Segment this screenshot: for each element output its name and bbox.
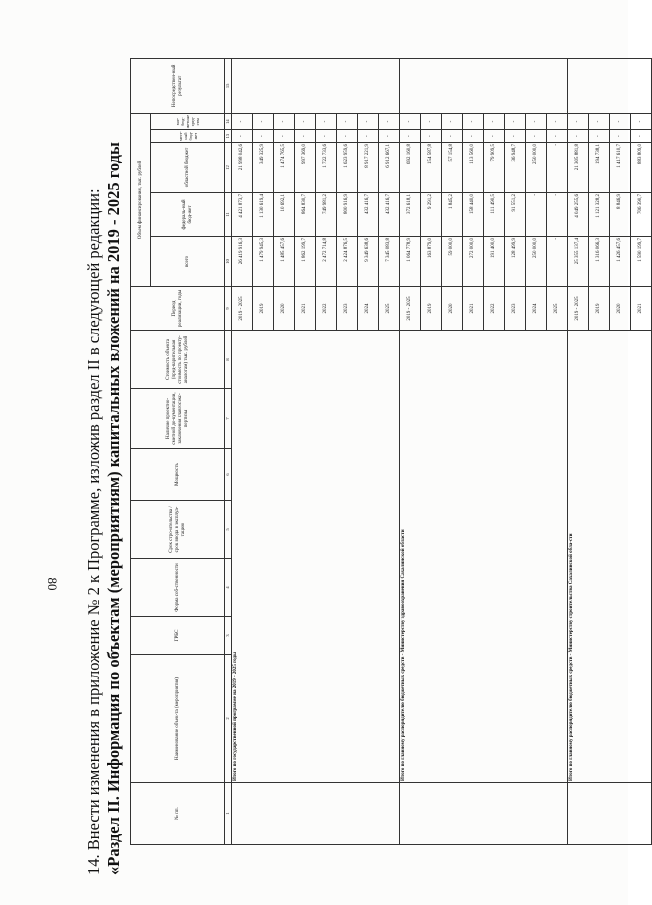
result-cell	[400, 58, 568, 113]
header-total: всего	[151, 237, 225, 287]
capital-investment-table	[130, 58, 652, 845]
regional-cell: 883 809,0	[631, 143, 652, 193]
local-cell: -	[589, 130, 610, 143]
period-cell: 2019 - 2025	[232, 287, 253, 331]
table-row	[232, 58, 253, 844]
regional-cell: 692 160,8	[400, 143, 421, 193]
group-label: Итого по главному распорядителю бюджетных средств - Министерству здравоохранения Сахалинской области	[400, 331, 568, 783]
regional-cell: 194 738,1	[589, 143, 610, 193]
local-cell: -	[358, 130, 379, 143]
table-row	[568, 58, 589, 844]
period-cell: 2019	[589, 287, 610, 331]
extra-cell: -	[232, 113, 253, 129]
header-funding-group: Объем финансирования, тыс. рублей	[131, 113, 151, 286]
regional-cell: 57 154,8	[442, 143, 463, 193]
period-cell: 2023	[505, 287, 526, 331]
local-cell: -	[253, 130, 274, 143]
extra-cell: -	[547, 113, 568, 129]
local-cell: -	[484, 130, 505, 143]
regional-cell: 349 325,9	[253, 143, 274, 193]
column-number-cell: 15	[225, 58, 232, 113]
document-page: 80 14. Внести изменения в приложение № 2 к Программе, изложив раздел II в следующей редакции: «Раздел II. Информация по объектам (мероприятиям) капитальных вложений на 2019 - 2025 годы № пп. Наименование объек-та (мероприятия) ГРБС Форма соб-ственности Срок стро-ительства / срок ввода в эксплуа-тацию Мощность Наличие проектно-сметной до-кументации, заключения главгосэкс-пертизы Стоимость объекта (пред-варительная стоимость по проекту-аналогам) тыс. рублей Период реализации, годы Объем финансирования, тыс. рублей Непосредствен-ный результат всего федераль-ный бюд-жет областной бюджет мест-ный бюд-жет вне-бюд-жетные сред-ства 1 2 3 4 5 6 7 8 9 10 11 12 13 14 15 Итого по государственной программе на 2019 - 2025 годы 2019 - 2025 26 419 916,3 4 421 873,7 21 998 042,6 - - 2019 1 479 945,3 1 130 619,4 349 325,9 - - 2020 1 485 457,6 10 692,1 1 474 765,5 - - 2021 1 862 199,7 864 830,7 997 369,0 - - 2022 2 472 714,8 749 981,2 1 722 733,6 - - 2023 2 424 876,5 800 916,9 1 623 959,6 - - 2024 9 349 638,6 432 416,7 8 917 221,9 - - 2025 7 345 083,8 432 416,7 6 912 667,1 - - Итого по главному распорядителю бюджетных средств - Министерству здравоохранения Сахалинской области 2019 - 2025 1 064 778,9 372 618,1 692 160,8 - - 2019 163 879,0 9 291,2 154 587,8 - - 2020 59 000,0 1 845,2 57 154,8 - - 2021 272 000,0 158 440,0 113 560,0 - - 2022 191 400,0 111 490,5 79 909,5 - - 2023 128 499,9 91 551,2 36 948,7 - - 2024 250 000,0 - 250 000,0 - - 2025 - - - - - Итого по главному распорядителю бюджетных средств - Министерству строительства Сахалинской обла-сти 2019 - 2025 25 355 137,4 4 049 255,6 21 305 881,8 - - 2019 1 316 066,3 1 121 328,2 194 738,1 - - 2020 1 426 457,6 8 846,9 1 417 610,7 - - 2021 1 590 199,7 706 390,7 883 809,0 - -	[0, 0, 628, 905]
federal-cell: 749 981,2	[316, 193, 337, 237]
total-cell: 9 349 638,6	[358, 237, 379, 287]
period-cell: 2019	[421, 287, 442, 331]
regional-cell: 250 000,0	[526, 143, 547, 193]
federal-cell: 158 440,0	[463, 193, 484, 237]
total-cell: 191 400,0	[484, 237, 505, 287]
extra-cell: -	[568, 113, 589, 129]
federal-cell: 864 830,7	[295, 193, 316, 237]
regional-cell: 1 623 959,6	[337, 143, 358, 193]
header-construction-term: Срок стро-ительства / срок ввода в эксплуа-тацию	[131, 501, 225, 559]
group-label: Итого по государственной программе на 2019 - 2025 годы	[232, 331, 400, 783]
federal-cell: 10 692,1	[274, 193, 295, 237]
row-number-cell	[232, 783, 400, 845]
total-cell: 163 879,0	[421, 237, 442, 287]
federal-cell: 372 618,1	[400, 193, 421, 237]
total-cell: 1 426 457,6	[610, 237, 631, 287]
column-number-cell: 1	[225, 783, 232, 845]
header-number: № пп.	[131, 783, 225, 845]
local-cell: -	[400, 130, 421, 143]
total-cell: 7 345 083,8	[379, 237, 400, 287]
local-cell: -	[526, 130, 547, 143]
local-cell: -	[316, 130, 337, 143]
extra-cell: -	[316, 113, 337, 129]
regional-cell: -	[547, 143, 568, 193]
column-number-cell: 8	[225, 331, 232, 389]
column-number-cell: 3	[225, 617, 232, 655]
total-cell: 1 316 066,3	[589, 237, 610, 287]
total-cell: 2 424 876,5	[337, 237, 358, 287]
federal-cell: 111 490,5	[484, 193, 505, 237]
regional-cell: 8 917 221,9	[358, 143, 379, 193]
federal-cell: 706 390,7	[631, 193, 652, 237]
period-cell: 2019	[253, 287, 274, 331]
regional-cell: 1 417 610,7	[610, 143, 631, 193]
row-number-cell	[568, 783, 652, 845]
federal-cell: -	[526, 193, 547, 237]
regional-cell: 1 474 765,5	[274, 143, 295, 193]
federal-cell: 8 846,9	[610, 193, 631, 237]
header-capacity: Мощность	[131, 449, 225, 501]
period-cell: 2020	[610, 287, 631, 331]
period-cell: 2022	[316, 287, 337, 331]
federal-cell: 432 416,7	[358, 193, 379, 237]
federal-cell: 800 916,9	[337, 193, 358, 237]
column-number-cell: 13	[225, 130, 232, 143]
period-cell: 2025	[547, 287, 568, 331]
local-cell: -	[547, 130, 568, 143]
extra-cell: -	[253, 113, 274, 129]
extra-cell: -	[610, 113, 631, 129]
local-cell: -	[295, 130, 316, 143]
header-local: мест-ный бюд-жет	[151, 130, 225, 143]
column-number-cell: 12	[225, 143, 232, 193]
local-cell: -	[463, 130, 484, 143]
period-cell: 2021	[631, 287, 652, 331]
result-cell	[568, 58, 652, 113]
header-ownership: Форма соб-ственности	[131, 559, 225, 617]
column-numbers-row	[225, 58, 232, 844]
column-number-cell: 10	[225, 237, 232, 287]
intro-text: 14. Внести изменения в приложение № 2 к Программе, изложив раздел II в следующей редакции:	[84, 188, 103, 875]
extra-cell: -	[631, 113, 652, 129]
extra-cell: -	[421, 113, 442, 129]
section-title: «Раздел II. Информация по объектам (мероприятиям) капитальных вложений на 2019 - 2025 годы	[104, 142, 123, 875]
regional-cell: 113 560,0	[463, 143, 484, 193]
federal-cell: 1 130 619,4	[253, 193, 274, 237]
regional-cell: 79 909,5	[484, 143, 505, 193]
header-extrabudget: вне-бюд-жетные сред-ства	[151, 113, 225, 129]
total-cell: 1 485 457,6	[274, 237, 295, 287]
local-cell: -	[631, 130, 652, 143]
federal-cell: 4 049 255,6	[568, 193, 589, 237]
total-cell: 59 000,0	[442, 237, 463, 287]
period-cell: 2020	[442, 287, 463, 331]
header-federal: федераль-ный бюд-жет	[151, 193, 225, 237]
extra-cell: -	[358, 113, 379, 129]
extra-cell: -	[379, 113, 400, 129]
row-number-cell	[400, 783, 568, 845]
total-cell: 25 355 137,4	[568, 237, 589, 287]
extra-cell: -	[400, 113, 421, 129]
regional-cell: 154 587,8	[421, 143, 442, 193]
header-design-docs: Наличие проектно-сметной до-кументации, заключения главгосэкс-пертизы	[131, 389, 225, 449]
column-number-cell: 2	[225, 655, 232, 783]
federal-cell: 91 551,2	[505, 193, 526, 237]
regional-cell: 21 998 042,6	[232, 143, 253, 193]
period-cell: 2019 - 2025	[568, 287, 589, 331]
local-cell: -	[610, 130, 631, 143]
header-object-name: Наименование объек-та (мероприятия)	[131, 655, 225, 783]
column-number-cell: 9	[225, 287, 232, 331]
local-cell: -	[442, 130, 463, 143]
period-cell: 2024	[358, 287, 379, 331]
extra-cell: -	[484, 113, 505, 129]
total-cell: 1 064 778,9	[400, 237, 421, 287]
result-cell	[232, 58, 400, 113]
local-cell: -	[274, 130, 295, 143]
federal-cell: 1 845,2	[442, 193, 463, 237]
period-cell: 2021	[463, 287, 484, 331]
header-regional: областной бюджет	[151, 143, 225, 193]
table-body	[232, 58, 652, 844]
federal-cell: -	[547, 193, 568, 237]
header-object-cost: Стоимость объекта (пред-варительная стоимость по проекту-аналогам) тыс. рублей	[131, 331, 225, 389]
local-cell: -	[421, 130, 442, 143]
total-cell: 272 000,0	[463, 237, 484, 287]
period-cell: 2021	[295, 287, 316, 331]
period-cell: 2024	[526, 287, 547, 331]
period-cell: 2025	[379, 287, 400, 331]
column-number-cell: 7	[225, 389, 232, 449]
local-cell: -	[505, 130, 526, 143]
extra-cell: -	[505, 113, 526, 129]
total-cell: 128 499,9	[505, 237, 526, 287]
federal-cell: 432 416,7	[379, 193, 400, 237]
header-period: Период реализации, годы	[131, 287, 225, 331]
regional-cell: 36 948,7	[505, 143, 526, 193]
period-cell: 2019 - 2025	[400, 287, 421, 331]
column-number-cell: 14	[225, 113, 232, 129]
regional-cell: 1 722 733,6	[316, 143, 337, 193]
extra-cell: -	[295, 113, 316, 129]
period-cell: 2020	[274, 287, 295, 331]
period-cell: 2023	[337, 287, 358, 331]
total-cell: 26 419 916,3	[232, 237, 253, 287]
column-number-cell: 11	[225, 193, 232, 237]
total-cell: 2 472 714,8	[316, 237, 337, 287]
extra-cell: -	[463, 113, 484, 129]
total-cell: 1 590 199,7	[631, 237, 652, 287]
column-number-cell: 6	[225, 449, 232, 501]
period-cell: 2022	[484, 287, 505, 331]
total-cell: -	[547, 237, 568, 287]
federal-cell: 1 121 328,2	[589, 193, 610, 237]
column-number-cell: 5	[225, 501, 232, 559]
regional-cell: 21 305 881,8	[568, 143, 589, 193]
total-cell: 1 862 199,7	[295, 237, 316, 287]
column-number-cell: 4	[225, 559, 232, 617]
table-row	[400, 58, 421, 844]
regional-cell: 6 912 667,1	[379, 143, 400, 193]
extra-cell: -	[274, 113, 295, 129]
extra-cell: -	[442, 113, 463, 129]
local-cell: -	[232, 130, 253, 143]
total-cell: 250 000,0	[526, 237, 547, 287]
extra-cell: -	[526, 113, 547, 129]
local-cell: -	[337, 130, 358, 143]
regional-cell: 997 369,0	[295, 143, 316, 193]
extra-cell: -	[589, 113, 610, 129]
header-result: Непосредствен-ный результат	[131, 58, 225, 113]
federal-cell: 9 291,2	[421, 193, 442, 237]
header-grbs: ГРБС	[131, 617, 225, 655]
extra-cell: -	[337, 113, 358, 129]
local-cell: -	[568, 130, 589, 143]
total-cell: 1 479 945,3	[253, 237, 274, 287]
local-cell: -	[379, 130, 400, 143]
federal-cell: 4 421 873,7	[232, 193, 253, 237]
group-label: Итого по главному распорядителю бюджетных средств - Министерству строительства Сахалинской обла-сти	[568, 331, 652, 783]
